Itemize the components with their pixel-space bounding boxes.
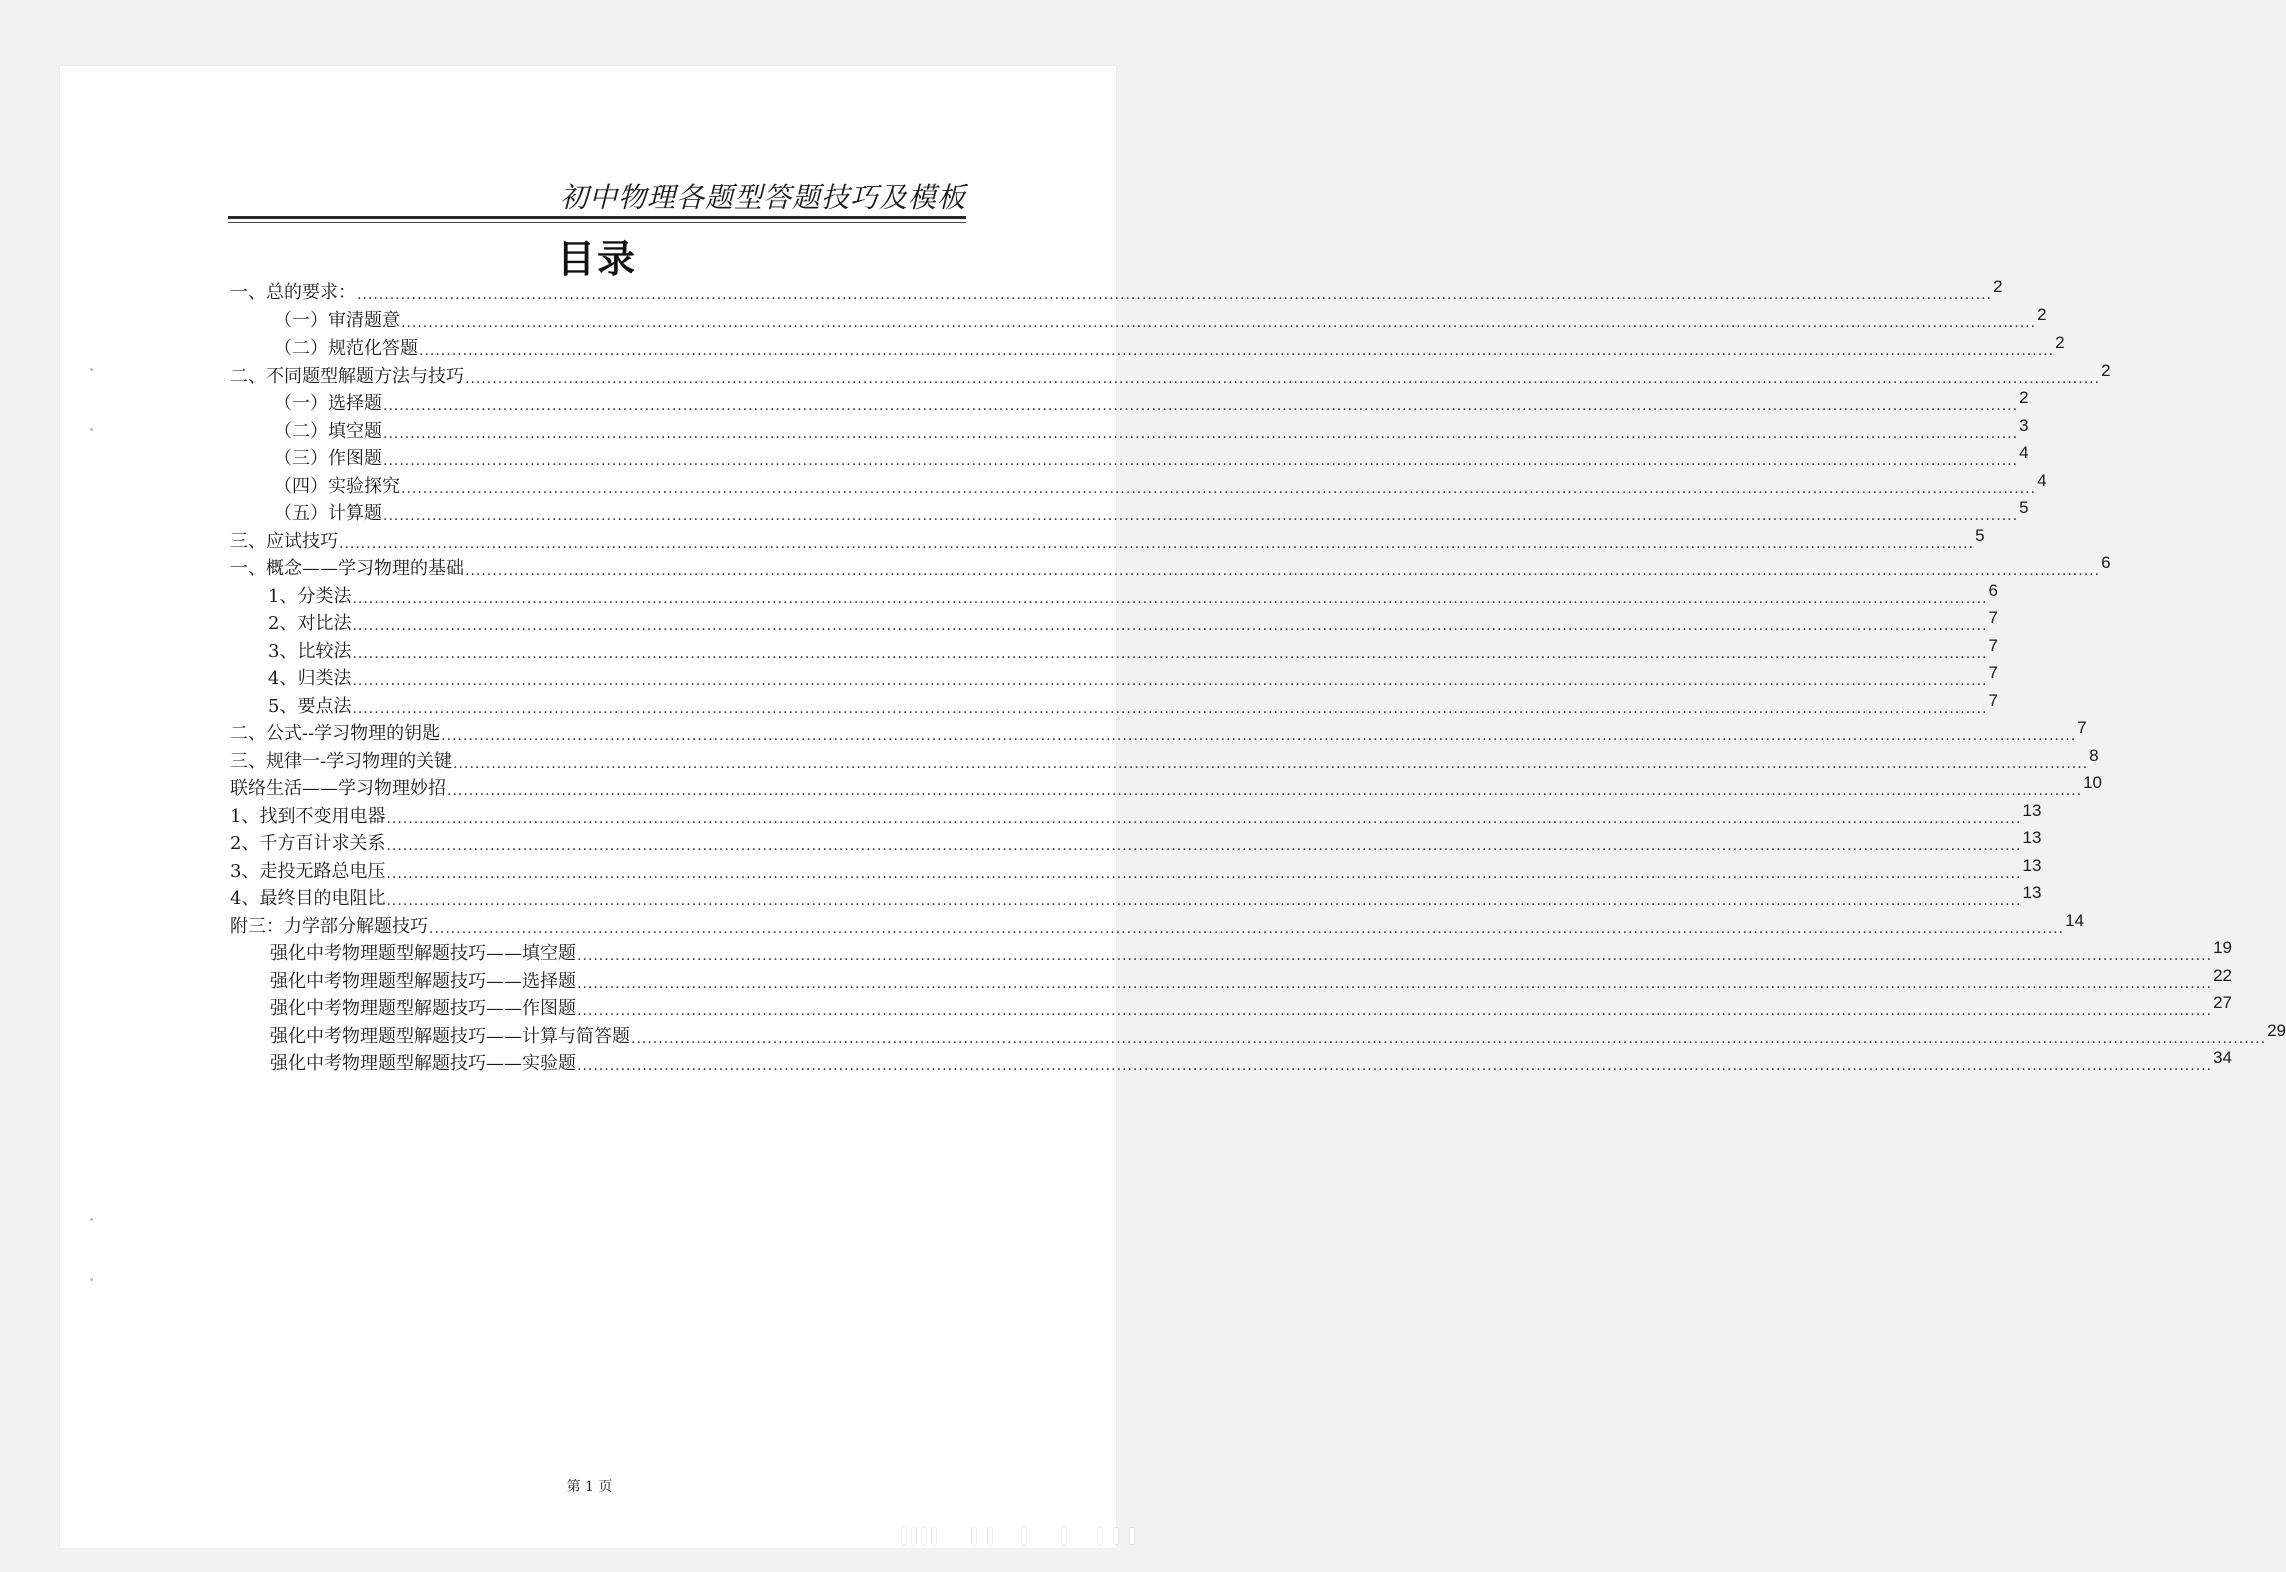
toc-entry-text: 强化中考物理题型解题技巧——作图题	[270, 998, 576, 1019]
toc-entry[interactable]	[230, 828, 2042, 855]
toc-entry-page: 4	[2019, 443, 2029, 462]
toc-entry[interactable]	[274, 471, 2047, 498]
toc-entry-text: 5、要点法	[268, 696, 352, 717]
toc-entry-text: 3、比较法	[268, 641, 352, 662]
toc-leader-dots: ............................................................................................................................................................................................................................................................................................................	[386, 866, 2022, 882]
toc-heading: 目录	[556, 236, 637, 281]
toc-leader-dots: ............................................................................................................................................................................................................................................................................................................	[383, 508, 2019, 524]
toc-entry[interactable]	[230, 911, 2084, 938]
toc-entry[interactable]	[270, 993, 2232, 1020]
toc-entry[interactable]	[230, 718, 2087, 745]
toc-entry-text: 4、最终目的电阻比	[230, 888, 386, 909]
toc-entry-page: 7	[1988, 636, 1998, 655]
toc-entry-text: 2、千方百计求关系	[230, 833, 386, 854]
toc-leader-dots: ............................................................................................................................................................................................................................................................................................................	[386, 893, 2022, 909]
toc-entry-page: 29	[2267, 1021, 2286, 1040]
toc-leader-dots: ............................................................................................................................................................................................................................................................................................................	[441, 728, 2077, 744]
running-header-title: 初中物理各题型答题技巧及模板	[559, 181, 966, 214]
toc-entry-page: 22	[2213, 966, 2232, 985]
toc-entry-text: （二）填空题	[274, 421, 382, 442]
toc-leader-dots: ............................................................................................................................................................................................................................................................................................................	[352, 646, 1988, 662]
toc-entry[interactable]	[230, 277, 2003, 304]
toc-leader-dots: ............................................................................................................................................................................................................................................................................................................	[339, 536, 1975, 552]
toc-entry[interactable]	[230, 553, 2111, 580]
toc-leader-dots: ............................................................................................................................................................................................................................................................................................................	[429, 921, 2065, 937]
header-rule	[228, 216, 966, 219]
toc-entry-page: 10	[2083, 773, 2102, 792]
toc-entry-text: 2、对比法	[268, 613, 352, 634]
toc-entry-page: 13	[2022, 856, 2042, 875]
scan-mark	[90, 1278, 93, 1281]
toc-entry-text: （三）作图题	[274, 448, 382, 469]
toc-leader-dots: ............................................................................................................................................................................................................................................................................................................	[386, 811, 2022, 827]
toc-entry[interactable]	[230, 746, 2099, 773]
toc-entry[interactable]	[268, 581, 1998, 608]
toc-entry[interactable]	[274, 333, 2065, 360]
toc-leader-dots: ............................................................................................................................................................................................................................................................................................................	[352, 618, 1988, 634]
toc-leader-dots: ............................................................................................................................................................................................................................................................................................................	[465, 371, 2101, 387]
toc-entry[interactable]	[230, 526, 1985, 553]
toc-entry-text: 强化中考物理题型解题技巧——选择题	[270, 971, 576, 992]
toc-entry[interactable]	[270, 938, 2232, 965]
toc-entry-page: 4	[2037, 471, 2047, 490]
watermark-bars	[902, 1524, 1152, 1548]
toc-entry[interactable]	[270, 1048, 2232, 1075]
toc-entry[interactable]	[230, 856, 2042, 883]
toc-entry[interactable]	[268, 608, 1998, 635]
toc-entry-page: 5	[1975, 526, 1985, 545]
toc-leader-dots: ............................................................................................................................................................................................................................................................................................................	[352, 591, 1988, 607]
toc-leader-dots: ............................................................................................................................................................................................................................................................................................................	[577, 1058, 2213, 1074]
toc-entry-page: 7	[1988, 608, 1998, 627]
toc-entry[interactable]	[268, 691, 1998, 718]
toc-entry-page: 19	[2213, 938, 2232, 957]
toc-entry[interactable]	[268, 636, 1998, 663]
toc-entry-text: 三、应试技巧	[230, 531, 338, 552]
toc-leader-dots: ............................................................................................................................................................................................................................................................................................................	[465, 563, 2101, 579]
toc-entry-text: 一、概念——学习物理的基础	[230, 558, 464, 579]
toc-entry[interactable]	[230, 883, 2042, 910]
toc-entry-text: 1、分类法	[268, 586, 352, 607]
toc-entry-page: 6	[2101, 553, 2111, 572]
toc-entry-page: 34	[2213, 1048, 2232, 1067]
toc-entry-text: 一、总的要求：	[230, 282, 356, 303]
toc-leader-dots: ............................................................................................................................................................................................................................................................................................................	[383, 426, 2019, 442]
toc-entry-page: 14	[2065, 911, 2084, 930]
toc-entry-text: 联络生活——学习物理妙招	[230, 778, 446, 799]
toc-leader-dots: ............................................................................................................................................................................................................................................................................................................	[357, 287, 1993, 303]
toc-entry-page: 2	[1993, 277, 2003, 296]
toc-leader-dots: ............................................................................................................................................................................................................................................................................................................	[383, 398, 2019, 414]
toc-leader-dots: ............................................................................................................................................................................................................................................................................................................	[577, 976, 2213, 992]
toc-entry-text: （四）实验探究	[274, 476, 400, 497]
toc-entry-page: 5	[2019, 498, 2029, 517]
toc-entry-text: 二、不同题型解题方法与技巧	[230, 366, 464, 387]
toc-leader-dots: ............................................................................................................................................................................................................................................................................................................	[453, 756, 2089, 772]
toc-leader-dots: ............................................................................................................................................................................................................................................................................................................	[352, 673, 1988, 689]
toc-entry-text: 3、走投无路总电压	[230, 861, 386, 882]
toc-entry-page: 2	[2101, 361, 2111, 380]
toc-entry-page: 7	[1988, 663, 1998, 682]
toc-entry-page: 3	[2019, 416, 2029, 435]
toc-entry-text: （二）规范化答题	[274, 338, 418, 359]
toc-entry-text: 强化中考物理题型解题技巧——填空题	[270, 943, 576, 964]
scan-mark	[90, 428, 93, 431]
toc-entry-page: 7	[2077, 718, 2087, 737]
toc-leader-dots: ............................................................................................................................................................................................................................................................................................................	[577, 948, 2213, 964]
toc-entry[interactable]	[230, 773, 2102, 800]
toc-entry-page: 13	[2022, 883, 2042, 902]
toc-entry[interactable]	[274, 388, 2029, 415]
toc-entry-page: 27	[2213, 993, 2232, 1012]
toc-entry-text: （五）计算题	[274, 503, 382, 524]
toc-entry[interactable]	[274, 498, 2029, 525]
toc-entry-text: 三、规律一-学习物理的关键	[230, 751, 453, 772]
toc-entry-text: 强化中考物理题型解题技巧——实验题	[270, 1053, 576, 1074]
toc-entry[interactable]	[274, 305, 2047, 332]
toc-leader-dots: ............................................................................................................................................................................................................................................................................................................	[577, 1003, 2213, 1019]
toc-entry-text: 二、公式--学习物理的钥匙	[230, 723, 441, 744]
toc-entry-page: 2	[2037, 305, 2047, 324]
toc-entry-page: 8	[2089, 746, 2099, 765]
toc-leader-dots: ............................................................................................................................................................................................................................................................................................................	[419, 343, 2055, 359]
toc-leader-dots: ............................................................................................................................................................................................................................................................................................................	[383, 453, 2019, 469]
toc-leader-dots: ............................................................................................................................................................................................................................................................................................................	[386, 838, 2022, 854]
toc-entry-text: （一）审清题意	[274, 310, 400, 331]
toc-entry-page: 13	[2022, 828, 2042, 847]
toc-leader-dots: ............................................................................................................................................................................................................................................................................................................	[447, 783, 2083, 799]
toc-leader-dots: ............................................................................................................................................................................................................................................................................................................	[352, 701, 1988, 717]
toc-entry-text: 4、归类法	[268, 668, 352, 689]
toc-entry[interactable]	[230, 801, 2042, 828]
toc-entry-text: 1、找到不变用电器	[230, 806, 386, 827]
scan-mark	[90, 1218, 93, 1221]
toc-entry[interactable]	[274, 443, 2029, 470]
scan-mark	[90, 368, 93, 371]
toc-entry-page: 2	[2055, 333, 2065, 352]
toc-entry-text: 强化中考物理题型解题技巧——计算与简答题	[270, 1026, 630, 1047]
toc-entry[interactable]	[270, 966, 2232, 993]
toc-entry[interactable]	[274, 416, 2029, 443]
toc-entry-page: 7	[1988, 691, 1998, 710]
toc-entry-page: 6	[1988, 581, 1998, 600]
toc-entry-text: 附三：力学部分解题技巧	[230, 916, 428, 937]
toc-entry-text: （一）选择题	[274, 393, 382, 414]
page-number-footer: 第 1 页	[566, 1479, 613, 1495]
toc-entry-page: 13	[2022, 801, 2042, 820]
toc-entry[interactable]	[270, 1021, 2286, 1048]
toc-leader-dots: ............................................................................................................................................................................................................................................................................................................	[401, 481, 2037, 497]
toc-entry[interactable]	[268, 663, 1998, 690]
toc-entry-page: 2	[2019, 388, 2029, 407]
toc-leader-dots: ............................................................................................................................................................................................................................................................................................................	[631, 1031, 2267, 1047]
header-rule-thin	[228, 222, 966, 223]
toc-entry[interactable]	[230, 361, 2111, 388]
toc-leader-dots: ............................................................................................................................................................................................................................................................................................................	[401, 315, 2037, 331]
